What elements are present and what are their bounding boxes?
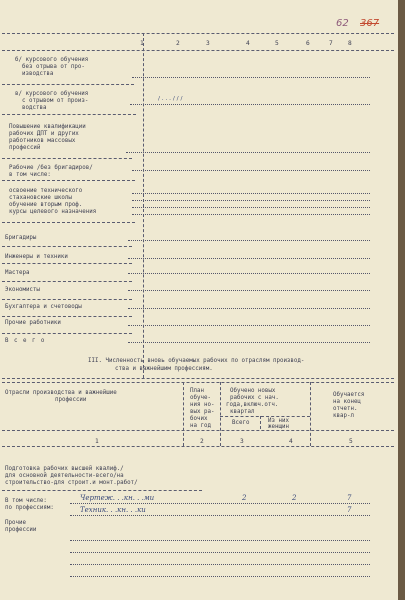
row-label: для основной деятельности-всего/на xyxy=(5,473,124,479)
column-number: 3 xyxy=(206,40,210,47)
handwritten-value: 7 xyxy=(347,494,352,502)
table-rule xyxy=(2,246,132,247)
column-number: 1 xyxy=(140,40,144,47)
folio-crossed-number: 367 xyxy=(360,18,380,29)
row-label: по профессиям: xyxy=(5,505,54,511)
header-cell: года,включ.отч. xyxy=(226,402,279,408)
table-rule xyxy=(2,33,394,34)
handwritten-value: 7 xyxy=(347,506,352,514)
row-label: без отрыва от про- xyxy=(22,64,85,70)
dotted-fill-line xyxy=(132,200,370,201)
table-rule xyxy=(2,50,394,51)
section-title: III. Численность вновь обучаемых рабочих по отраслям производ- xyxy=(88,358,305,364)
table-column-rule xyxy=(220,382,221,446)
handwritten-marks: / . . . / / / xyxy=(158,96,183,102)
row-label: рабочих ДПТ и других xyxy=(9,131,79,137)
table-rule xyxy=(2,114,136,115)
row-label: В с е г о xyxy=(5,338,46,344)
handwritten-entry: Техник. . .кн. . .ки xyxy=(80,506,146,514)
row-label: Бухгалтера и счетоводы xyxy=(5,304,82,310)
row-label: освоение технического xyxy=(9,188,83,194)
header-cell: Из них xyxy=(268,418,289,424)
table-rule xyxy=(2,263,132,264)
header-cell: вых ра- xyxy=(190,409,215,415)
dotted-fill-line xyxy=(132,207,370,208)
column-number: 4 xyxy=(289,438,293,445)
column-number: 5 xyxy=(349,438,353,445)
table-column-rule xyxy=(143,33,144,378)
row-label: профессий xyxy=(9,145,41,151)
dotted-fill-line xyxy=(70,564,370,565)
row-label: изводства xyxy=(22,71,54,77)
dotted-fill-line xyxy=(132,214,370,215)
table-rule xyxy=(2,333,132,334)
row-label: Экономисты xyxy=(5,287,40,293)
table-rule xyxy=(2,180,135,181)
header-cell: на конец xyxy=(333,399,361,405)
row-label: водства xyxy=(22,105,47,111)
table-rule xyxy=(2,316,132,317)
row-label: обучение вторым проф. xyxy=(9,202,83,208)
row-label: б/ курсового обучения xyxy=(15,57,89,63)
header-cell: бочих xyxy=(190,416,208,422)
row-label: Подготовка рабочих высшей квалиф./ xyxy=(5,466,124,472)
header-cell: обуче- xyxy=(190,395,211,401)
header-cell: Всего xyxy=(232,420,250,426)
header-cell: квартал xyxy=(230,409,255,415)
column-number: 5 xyxy=(275,40,279,47)
handwritten-value: 2 xyxy=(292,494,297,502)
row-label: Бригадиры xyxy=(5,235,37,241)
row-label: В том числе: xyxy=(5,498,47,504)
dotted-fill-line xyxy=(126,152,370,153)
column-number: 1 xyxy=(95,438,99,445)
section-title: ства и важнейшим профессиям. xyxy=(115,366,213,372)
dotted-fill-line xyxy=(130,104,370,105)
page-edge xyxy=(398,0,405,600)
table-rule xyxy=(2,84,134,85)
header-cell: отчетн. xyxy=(333,406,358,412)
column-number: 2 xyxy=(176,40,180,47)
dotted-fill-line xyxy=(128,240,370,241)
header-cell: рабочих с нач. xyxy=(230,395,279,401)
row-label: Прочие xyxy=(5,520,26,526)
dotted-fill-line xyxy=(70,576,370,577)
column-number: 8 xyxy=(348,40,352,47)
column-number: 3 xyxy=(240,438,244,445)
column-number: 2 xyxy=(200,438,204,445)
header-cell: План xyxy=(190,388,204,394)
dotted-fill-line xyxy=(70,552,370,553)
dotted-fill-line xyxy=(132,77,370,78)
dotted-fill-line xyxy=(128,325,370,326)
folio-number: 62 xyxy=(336,18,349,29)
row-label: строительство-для строит.и монт.работ/ xyxy=(5,480,138,486)
header-cell: Обучено новых xyxy=(230,388,276,394)
header-cell: Обучается xyxy=(333,392,365,398)
dotted-fill-line xyxy=(70,540,370,541)
table-column-rule xyxy=(310,382,311,446)
row-label: с отрывом от произ- xyxy=(22,98,89,104)
dotted-fill-line xyxy=(128,258,370,259)
dotted-fill-line xyxy=(128,273,370,274)
dotted-fill-line xyxy=(132,170,370,171)
column-number: 7 xyxy=(329,40,333,47)
row-label: работников массовых xyxy=(9,138,76,144)
table-rule xyxy=(2,430,394,431)
table-column-rule xyxy=(183,382,184,446)
table-rule xyxy=(2,446,394,447)
header-cell: профессии xyxy=(55,397,87,403)
row-label: Прочие работники xyxy=(5,320,61,326)
handwritten-entry: Чертеж. . .кн. . .ми xyxy=(80,494,155,502)
table-rule xyxy=(2,378,394,379)
header-cell: женщин xyxy=(268,424,289,430)
table-rule xyxy=(2,158,132,159)
table-rule xyxy=(2,299,132,300)
header-cell: квар-л xyxy=(333,413,354,419)
row-label: стахановские школы xyxy=(9,195,72,201)
dotted-fill-line xyxy=(70,515,370,516)
row-label: курсы целевого назначения xyxy=(9,209,97,215)
table-rule xyxy=(2,281,132,282)
row-label: Мастера xyxy=(5,270,30,276)
row-label: Инженеры и техники xyxy=(5,254,68,260)
table-column-rule xyxy=(260,416,261,429)
dotted-fill-line xyxy=(128,342,370,343)
row-label: Повышение квалификации xyxy=(9,124,86,130)
dotted-fill-line xyxy=(132,193,370,194)
row-label: Рабочие /без бригадиров/ xyxy=(9,165,93,171)
dotted-fill-line xyxy=(128,308,370,309)
row-label: в том числе: xyxy=(9,172,51,178)
dotted-fill-line xyxy=(70,503,370,504)
header-cell: Отрасли производства и важнейшие xyxy=(5,390,117,396)
row-label: в/ курсового обучения xyxy=(15,91,89,97)
header-cell: ния но- xyxy=(190,402,215,408)
table-rule xyxy=(2,222,135,223)
column-number: 6 xyxy=(306,40,310,47)
table-rule xyxy=(2,382,394,383)
dotted-fill-line xyxy=(128,290,370,291)
header-cell: на год xyxy=(190,423,211,429)
table-rule xyxy=(220,416,310,417)
handwritten-value: 2 xyxy=(242,494,247,502)
row-label: профессии xyxy=(5,527,37,533)
column-number: 4 xyxy=(246,40,250,47)
table-rule xyxy=(2,490,202,491)
